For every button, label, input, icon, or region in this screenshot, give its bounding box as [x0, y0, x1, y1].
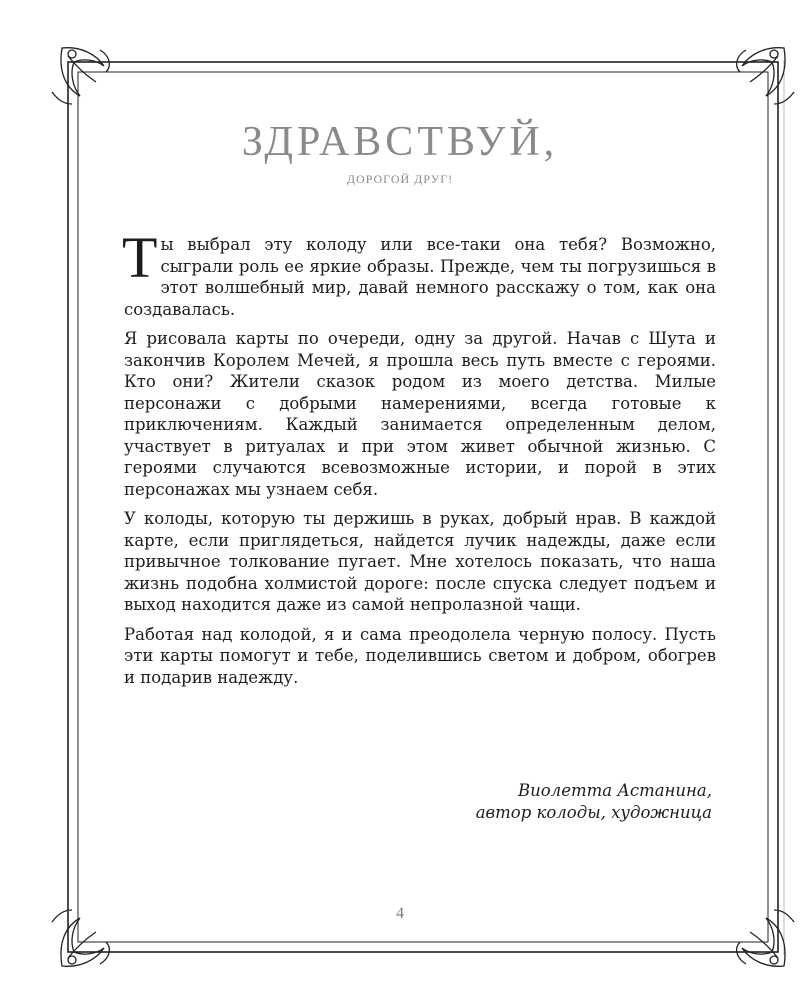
signature-role: автор колоды, художница [475, 803, 712, 822]
signature-name: Виолетта Астанина, [518, 781, 712, 800]
paragraph-1-text: ы выбрал эту колоду или все-таки она тебя? Возможно, сыграли роль ее яркие образы. Прежде, чем ты погрузишься в этот волшебный мир, давай немного расскажу о том, как она создавалась. [124, 235, 716, 319]
paragraph-3: У колоды, которую ты держишь в руках, добрый нрав. В каждой карте, если приглядеться, найдется лучик надежды, даже если привычное толкование пугает. Мне хотелось показать, что наша жизнь подобна холмистой дороге: после спуска следует подъем и выход находится даже из самой непролазной чащи. [124, 509, 716, 614]
paragraph-4: Работая над колодой, я и сама преодолела черную полосу. Пусть эти карты помогут и тебе, поделившись светом и добром, обогрев и подарив надежду. [124, 624, 716, 687]
corner-ornament-top-left [52, 48, 109, 104]
paragraph-1 [122, 225, 716, 320]
drop-cap: Т [122, 225, 158, 290]
body-text [122, 225, 716, 696]
page-title: ЗДРАВСТВУЙ, [241, 119, 559, 165]
signature [476, 780, 712, 824]
page-subtitle: ДОРОГОЙ ДРУГ! [346, 172, 454, 186]
paragraph-2: Я рисовала карты по очереди, одну за другой. Начав с Шута и закончив Королем Мечей, я прошла весь путь вместе с героями. Кто они? Жители сказок родом из моего детства. Милые персонажи с добрыми намерениями, всегда готовые к приключениям. Каждый занимается определенным делом, участвует в ритуалах и при этом живет обычной жизнью. С героями случаются всевозможные истории, и порой в этих персонажах мы узнаем себя. [124, 329, 716, 499]
corner-ornament-top-right [737, 48, 794, 104]
page-number: 4 [396, 905, 404, 922]
